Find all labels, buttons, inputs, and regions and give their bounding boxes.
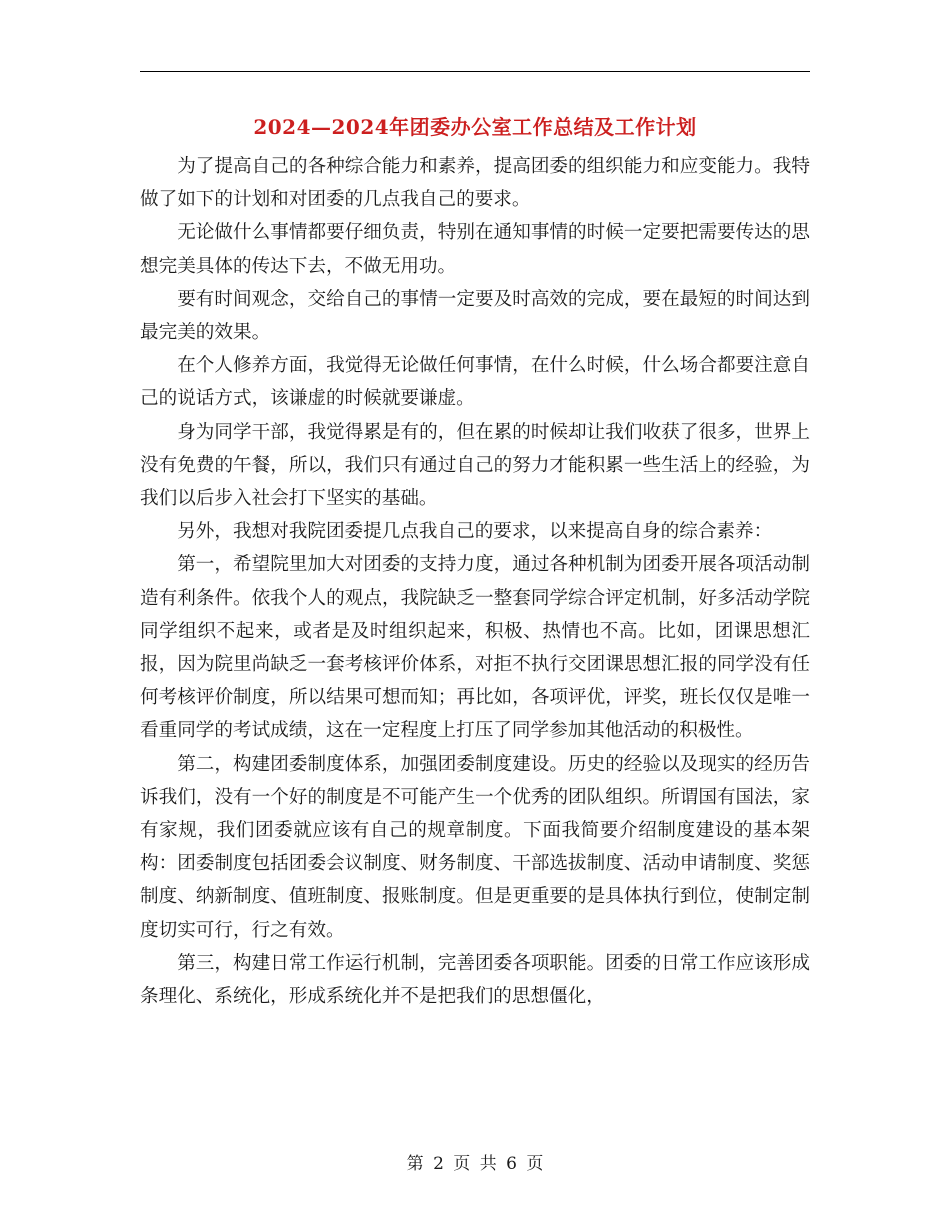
paragraph: 另外，我想对我院团委提几点我自己的要求，以来提高自身的综合素养： [177, 521, 773, 543]
paragraph: 在个人修养方面，我觉得无论做任何事情，在什么时候，什么场合都要注意自己的说话方式，该谦虚的时候就要谦虚。 [140, 355, 810, 410]
paragraph: 要有时间观念，交给自己的事情一定要及时高效的完成，要在最短的时间达到最完美的效果。 [140, 288, 810, 344]
paragraph: 第二，构建团委制度体系，加强团委制度建设。历史的经验以及现实的经历告诉我们，没有一个好的制度是不可能产生一个优秀的团队组织。所谓国有国法，家有家规，我们团委就应该有自己的规章制度。下面我简要介绍制度建设的基本架构：团委制度包括团委会议制度、财务制度、干部选拔制度、活动申请制度、奖惩制度、纳新制度、值班制度、报账制度。但是更重要的是具体执行到位，使制定制度切实可行，行之有效。 [140, 753, 810, 941]
page-footer: 第 2 页 共 6 页 [406, 1154, 544, 1174]
header-rule [140, 71, 810, 72]
paragraph: 第三，构建日常工作运行机制，完善团委各项职能。团委的日常工作应该形成条理化、系统化，形成系统化并不是把我们的思想僵化， [140, 952, 810, 1008]
document-body [140, 150, 810, 1013]
paragraph: 为了提高自己的各种综合能力和素养，提高团委的组织能力和应变能力。我特做了如下的计划和对团委的几点我自己的要求。 [140, 156, 810, 211]
paragraph: 第一，希望院里加大对团委的支持力度，通过各种机制为团委开展各项活动制造有利条件。依我个人的观点，我院缺乏一整套同学综合评定机制，好多活动学院同学组织不起来，或者是及时组织起来，积极、热情也不高。比如，团课思想汇报，因为院里尚缺乏一套考核评价体系，对拒不执行交团课思想汇报的同学没有任何考核评价制度，所以结果可想而知；再比如，各项评优，评奖，班长仅仅是唯一看重同学的考试成绩，这在一定程度上打压了同学参加其他活动的积极性。 [140, 554, 810, 742]
paragraph: 无论做什么事情都要仔细负责，特别在通知事情的时候一定要把需要传达的思想完美具体的传达下去，不做无用功。 [140, 222, 810, 277]
document-title: 2024—2024年团委办公室工作总结及工作计划 [253, 115, 697, 139]
paragraph: 身为同学干部，我觉得累是有的，但在累的时候却让我们收获了很多，世界上没有免费的午餐，所以，我们只有通过自己的努力才能积累一些生活上的经验，为我们以后步入社会打下坚实的基础。 [140, 421, 810, 510]
